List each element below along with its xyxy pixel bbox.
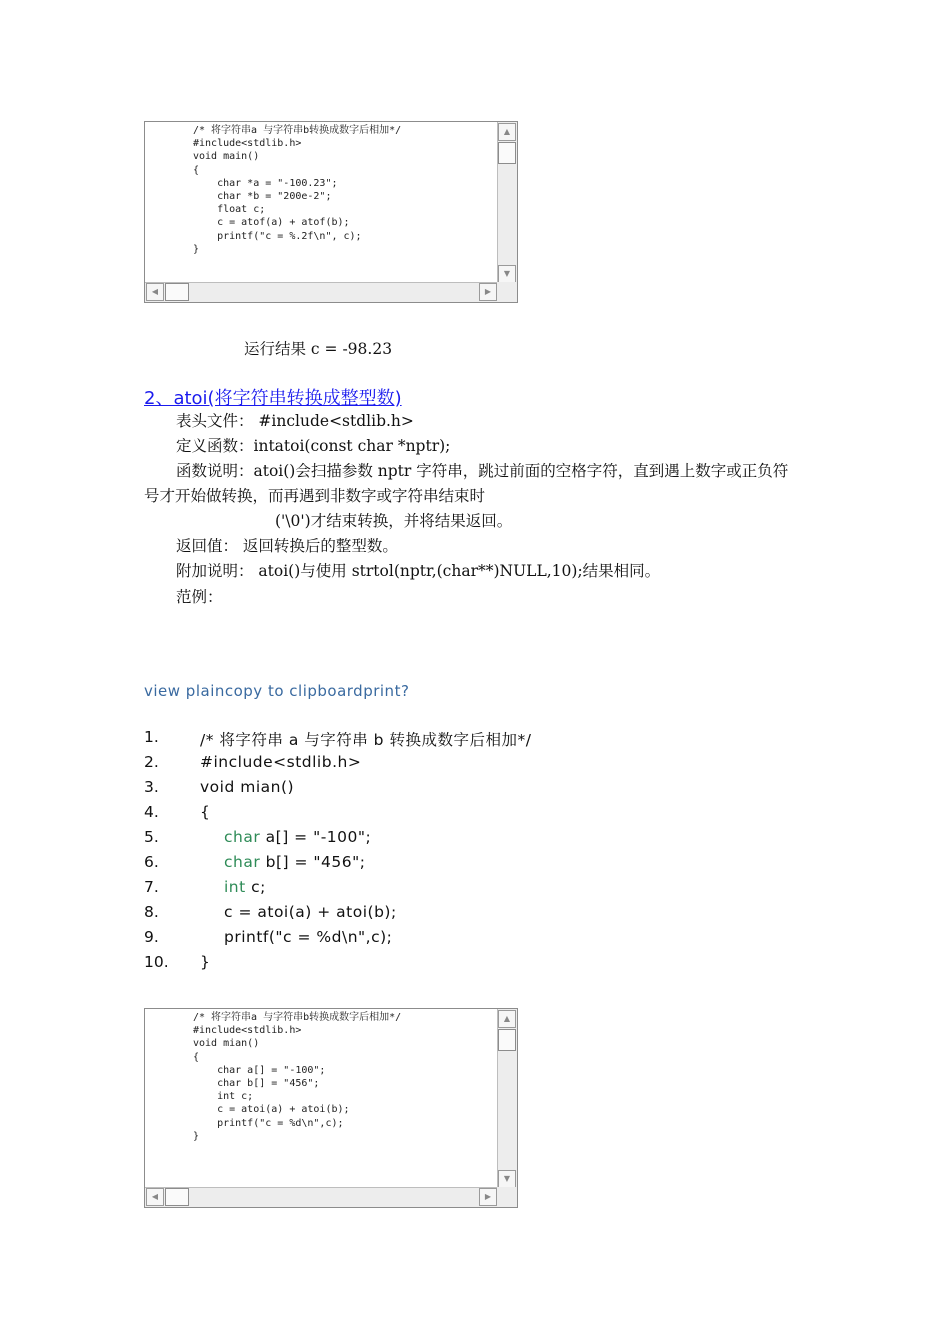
line-text: /* 将字符串 a 与字符串 b 转换成数字后相加*/ bbox=[200, 731, 532, 749]
vertical-scrollbar[interactable] bbox=[497, 122, 517, 284]
line-text: void mian() bbox=[200, 778, 295, 796]
description-line-3: ('\0')才结束转换，并将结果返回。 bbox=[275, 512, 513, 530]
code-box-1[interactable] bbox=[144, 121, 518, 303]
scroll-right-icon[interactable]: ▶ bbox=[479, 1188, 497, 1206]
scroll-right-icon[interactable]: ▶ bbox=[479, 283, 497, 301]
line-number: 3. bbox=[144, 778, 159, 796]
line-number: 8. bbox=[144, 903, 159, 921]
description-line-1: 函数说明：atoi()会扫描参数 nptr 字符串，跳过前面的空格字符，直到遇上数字或正负符 bbox=[176, 462, 789, 480]
horizontal-scrollbar[interactable] bbox=[145, 1187, 498, 1207]
scroll-up-icon[interactable]: ▲ bbox=[498, 1010, 516, 1028]
line-number: 2. bbox=[144, 753, 159, 771]
line-text: } bbox=[200, 953, 211, 971]
example-label: 范例： bbox=[176, 588, 223, 606]
vertical-scroll-thumb[interactable] bbox=[498, 142, 516, 164]
line-number: 4. bbox=[144, 803, 159, 821]
line-number: 5. bbox=[144, 828, 159, 846]
line-text: int c; bbox=[224, 878, 266, 896]
section-heading-atoi[interactable]: 2、atoi(将字符串转换成整型数) bbox=[144, 388, 402, 409]
vertical-scrollbar[interactable] bbox=[497, 1009, 517, 1189]
code-box-2[interactable] bbox=[144, 1008, 518, 1208]
line-number: 1. bbox=[144, 728, 159, 746]
horizontal-scroll-thumb[interactable] bbox=[165, 283, 189, 301]
scroll-left-icon[interactable]: ◀ bbox=[146, 1188, 164, 1206]
line-text: printf("c = %d\n",c); bbox=[224, 928, 393, 946]
scroll-down-icon[interactable]: ▼ bbox=[498, 265, 516, 283]
code-box-1-content: /* 将字符串a 与字符串b转换成数字后相加*/ #include<stdlib.h> void main() { char *a = "-100.23"; char *b = "200e-2"; float c; c = atof(a) + atof(b); printf("c = %.2f\n", c); } bbox=[193, 125, 402, 255]
line-text: char b[] = "456"; bbox=[224, 853, 366, 871]
line-number: 10. bbox=[144, 953, 169, 971]
note-line: 附加说明： atoi()与使用 strtol(nptr,(char**)NULL,10);结果相同。 bbox=[176, 562, 661, 580]
scroll-up-icon[interactable]: ▲ bbox=[498, 123, 516, 141]
code-box-2-content: /* 将字符串a 与字符串b转换成数字后相加*/ #include<stdlib.h> void mian() { char a[] = "-100"; char b[] = "456"; int c; c = atoi(a) + atoi(b); printf("c = %d\n",c); } bbox=[193, 1012, 402, 1142]
scrollbar-corner bbox=[497, 1187, 517, 1207]
vertical-scroll-thumb[interactable] bbox=[498, 1029, 516, 1051]
scroll-down-icon[interactable]: ▼ bbox=[498, 1170, 516, 1188]
line-text: c = atoi(a) + atoi(b); bbox=[224, 903, 397, 921]
definition-line: 定义函数：intatoi(const char *nptr); bbox=[176, 437, 451, 455]
line-number: 9. bbox=[144, 928, 159, 946]
line-number: 7. bbox=[144, 878, 159, 896]
horizontal-scrollbar[interactable] bbox=[145, 282, 498, 302]
scrollbar-corner bbox=[497, 282, 517, 302]
line-text: { bbox=[200, 803, 211, 821]
horizontal-scroll-thumb[interactable] bbox=[165, 1188, 189, 1206]
scroll-left-icon[interactable]: ◀ bbox=[146, 283, 164, 301]
header-file-line: 表头文件： #include<stdlib.h> bbox=[176, 412, 414, 430]
run-result: 运行结果 c = -98.23 bbox=[244, 340, 393, 358]
line-text: #include<stdlib.h> bbox=[200, 753, 362, 771]
code-toolbar-links[interactable]: view plaincopy to clipboardprint? bbox=[144, 682, 410, 700]
line-number: 6. bbox=[144, 853, 159, 871]
description-line-2: 号才开始做转换，而再遇到非数字或字符串结束时 bbox=[144, 487, 486, 505]
return-value-line: 返回值： 返回转换后的整型数。 bbox=[176, 537, 398, 555]
line-text: char a[] = "-100"; bbox=[224, 828, 372, 846]
